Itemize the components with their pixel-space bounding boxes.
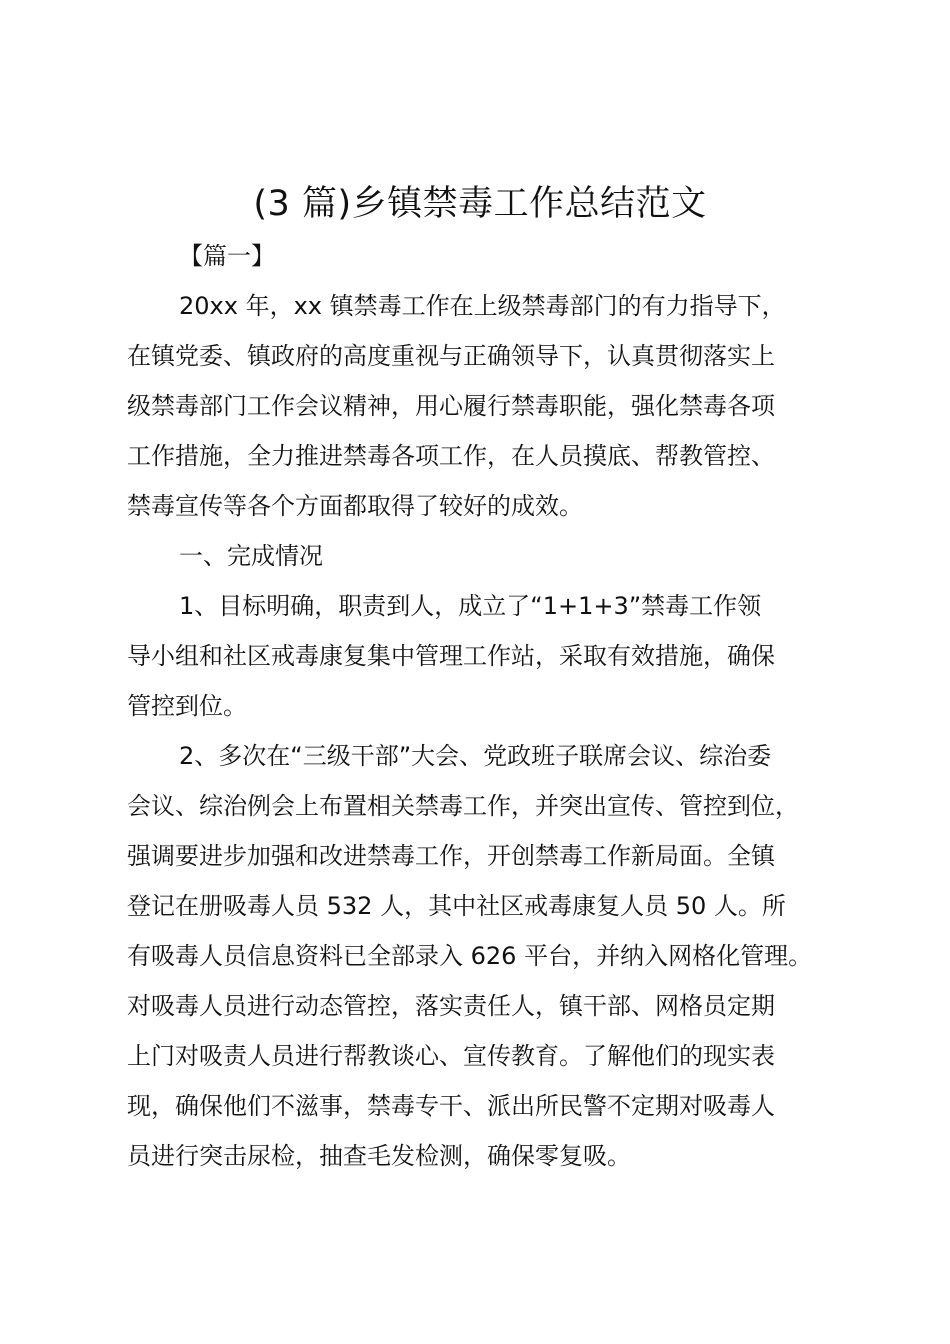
section-heading: 一、完成情况 bbox=[179, 542, 323, 570]
paragraph-line: 1、目标明确，职责到人，成立了“1+1+3”禁毒工作领 bbox=[179, 592, 762, 620]
document-title: (3 篇)乡镇禁毒工作总结范文 bbox=[253, 184, 707, 224]
paragraph-line: 现，确保他们不滋事，禁毒专干、派出所民警不定期对吸毒人 bbox=[127, 1092, 775, 1120]
paragraph-line: 登记在册吸毒人员 532 人，其中社区戒毒康复人员 50 人。所 bbox=[127, 892, 786, 920]
paragraph-3 bbox=[127, 731, 887, 1181]
paragraph-line: 管控到位。 bbox=[127, 692, 247, 720]
section-label: 【篇一】 bbox=[179, 242, 275, 270]
heading-completion bbox=[127, 531, 887, 581]
document-body bbox=[127, 231, 887, 1181]
paragraph-1 bbox=[127, 281, 887, 531]
paragraph-line: 有吸毒人员信息资料已全部录入 626 平台，并纳入网格化管理。 bbox=[127, 942, 813, 970]
paragraph-line: 在镇党委、镇政府的高度重视与正确领导下，认真贯彻落实上 bbox=[127, 342, 775, 370]
paragraph-line: 导小组和社区戒毒康复集中管理工作站，采取有效措施，确保 bbox=[127, 642, 775, 670]
paragraph-line: 工作措施，全力推进禁毒各项工作，在人员摸底、帮教管控、 bbox=[127, 442, 775, 470]
paragraph-line: 员进行突击尿检，抽查毛发检测，确保零复吸。 bbox=[127, 1142, 631, 1170]
paragraph-line: 会议、综治例会上布置相关禁毒工作，并突出宣传、管控到位， bbox=[127, 792, 799, 820]
paragraph-line: 级禁毒部门工作会议精神，用心履行禁毒职能，强化禁毒各项 bbox=[127, 392, 775, 420]
paragraph-line: 禁毒宣传等各个方面都取得了较好的成效。 bbox=[127, 492, 583, 520]
paragraph-line: 强调要进步加强和改进禁毒工作，开创禁毒工作新局面。全镇 bbox=[127, 842, 775, 870]
paragraph-line: 对吸毒人员进行动态管控，落实责任人，镇干部、网格员定期 bbox=[127, 992, 775, 1020]
paragraph-line: 20xx 年，xx 镇禁毒工作在上级禁毒部门的有力指导下， bbox=[179, 292, 786, 320]
paragraph-line: 上门对吸责人员进行帮教谈心、宣传教育。了解他们的现实表 bbox=[127, 1042, 775, 1070]
paragraph-line: 2、多次在“三级干部”大会、党政班子联席会议、综治委 bbox=[179, 742, 772, 770]
paragraph-2 bbox=[127, 581, 887, 731]
